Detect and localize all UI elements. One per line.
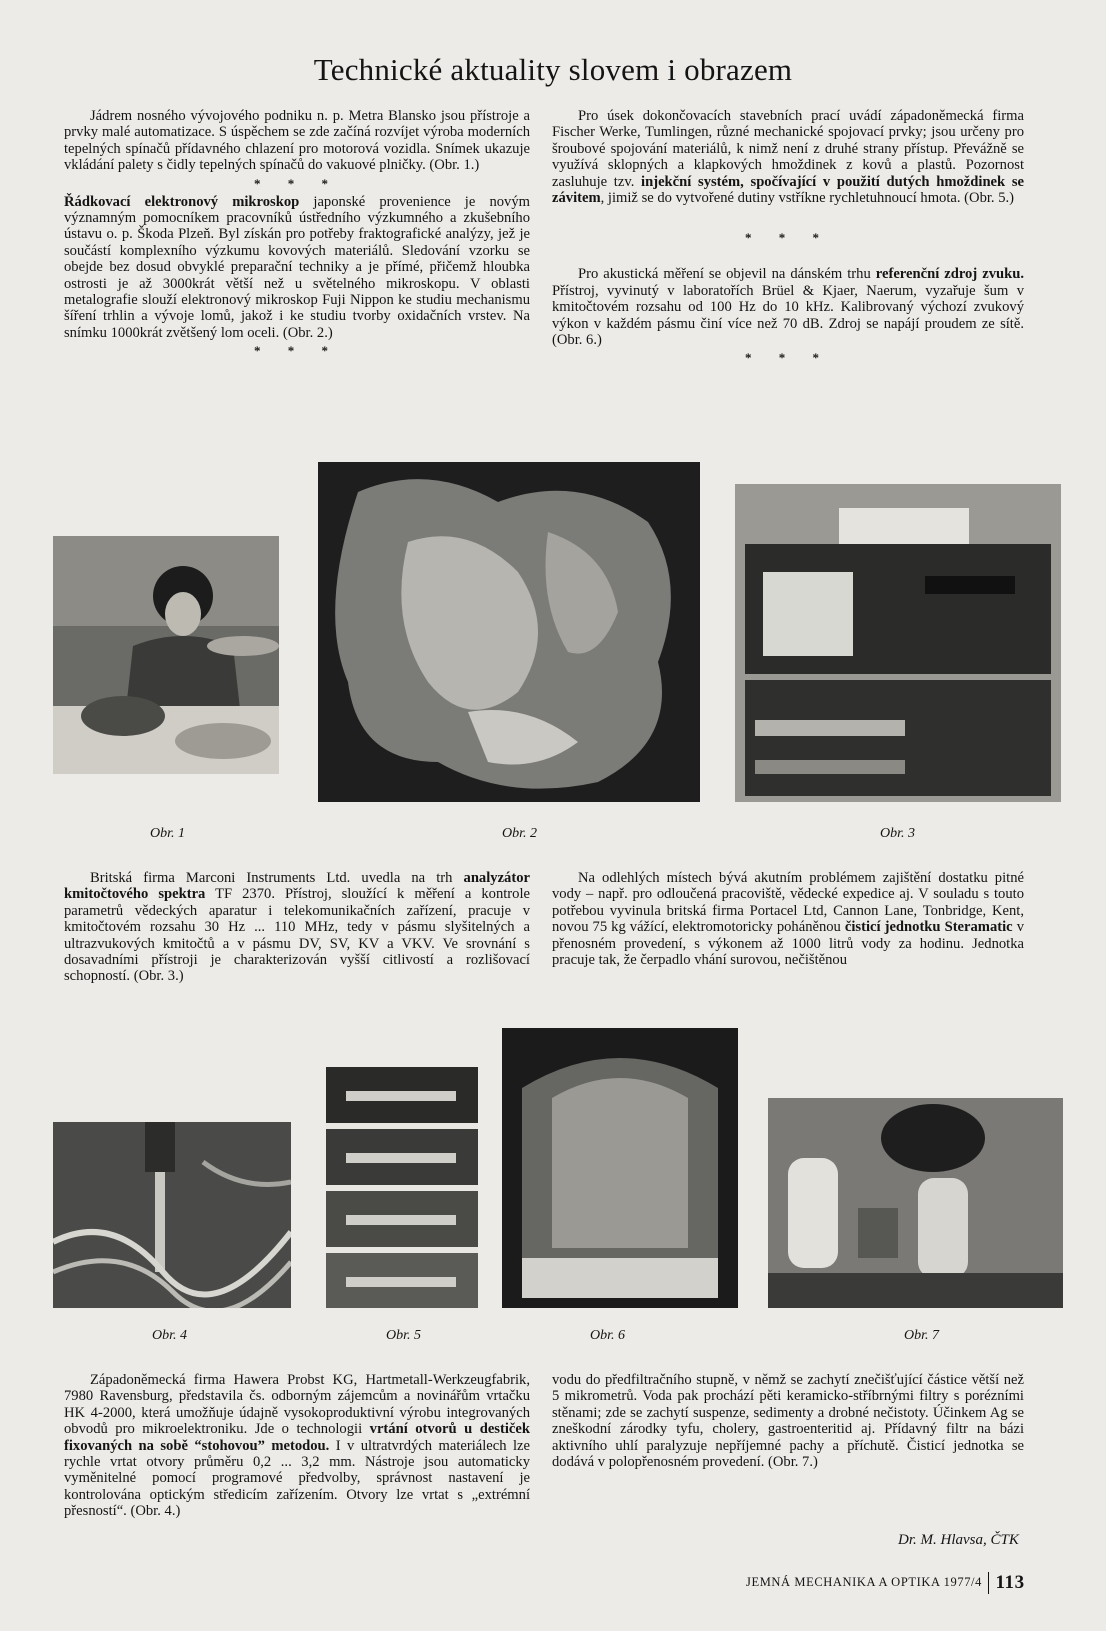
photo-obr6-sound-source: [502, 1028, 738, 1308]
photo-obr7-water-unit: [768, 1098, 1063, 1308]
highlight-stack-drilling: vrtání otvorů u destiček fixovaných na sobě “stohovou” metodou.: [64, 1421, 530, 1454]
highlight-microscope: Řádkovací elektronový mikroskop: [64, 193, 300, 210]
highlight-sound-source: referenční zdroj zvuku.: [875, 266, 1024, 283]
photo-obr5-anchors: [326, 1067, 478, 1308]
article-fischer: [552, 108, 1024, 368]
caption-obr3: Obr. 3: [880, 826, 916, 841]
paragraph-acoustic: Pro akustická měření se objevil na dánském trhu referenční zdroj zvuku. Přístroj, vyvinutý v laboratořích Brüel & Kjaer, Naerum, vyzařuje šum v kmitočtovém rozsahu od 100 Hz do 10 kHz. Kalibrovaný výchozí zvukový výkon v každém pásmu činí více než 70 dB. Zdroj se napájí proudem ze sítě. (Obr. 6.): [552, 266, 1024, 349]
page-footer: [746, 1572, 1025, 1594]
caption-obr6: Obr. 6: [590, 1328, 626, 1343]
article-metra: [64, 108, 530, 361]
paragraph-fischer: Pro úsek dokončovacích stavebních prací uvádí západoněmecká firma Fischer Werke, Tumlingen, různé mechanické spojovací prvky; jsou určeny pro šroubové spojování materiálů, k nimž není z druhé strany přístup. Převážně se využívá sklopných a klapkových hmoždinek z kovů a plastů. Pozornost zasluhuje tzv. injekční systém, spočívající v použití dutých hmoždinek se závitem, jimiž se do vytvořené dutiny vstříkne rychletuhnoucí hmota. (Obr. 5.): [552, 108, 1025, 207]
caption-obr4: Obr. 4: [152, 1328, 188, 1343]
caption-obr5: Obr. 5: [386, 1328, 422, 1343]
caption-obr7: Obr. 7: [904, 1328, 940, 1343]
page-title: Technické aktuality slovem i obrazem: [313, 52, 793, 87]
paragraph-portacel-continued: vodu do předfiltračního stupně, v němž se zachytí znečišťující částice větší než 5 mikrometrů. Voda pak prochází pěti keramicko-stříbrnými filtry s porézními stěnami; zde se zachytí suspenze, sedimenty a drobné nečistoty. Účinkem Ag se zneškodní zárodky tyfu, cholery, gastroenteritid aj. Přídavný filtr na bázi aktivního uhlí paralyzuje nepříjemné pachy a příchutě. Čisticí jednotka se dodává v polopřenosném provedení. (Obr. 7.): [552, 1372, 1024, 1471]
paragraph-microscope: Řádkovací elektronový mikroskop japonské provenience je novým významným pomocníkem pracovníků ústředního výzkumného a zkušebního ústavu o. p. Škoda Plzeň. Byl získán pro potřeby fraktografické analýzy, jež je součástí komplexního výzkumu kovových materiálů. Sledování vzorku se obejde bez dosud obvyklé preparační techniky a je přímé, přičemž hloubka ostrosti je až 3000krát větší než u světelného mikroskopu. V oblasti metalografie slouží elektronový mikroskop Fuji Nippon ke studiu mechanismu šíření trhlin a vývoje lomů, jakož i ke studiu tvorby oxidačních vrstev. Na snímku 1000krát zvětšený lom oceli. (Obr. 2.): [64, 193, 530, 341]
highlight-injection: injekční systém, spočívající v použití dutých hmoždinek se závitem: [552, 173, 1025, 207]
article-portacel-continued: [552, 1372, 1024, 1470]
caption-obr2: Obr. 2: [502, 826, 538, 841]
article-hawera: [64, 1372, 530, 1520]
paragraph-hawera: Západoněmecká firma Hawera Probst KG, Hartmetall-Werkzeugfabrik, 7980 Ravensburg, představila čs. odborným zájemcům a novinářům vrtačku HK 4-2000, která umožňuje údajně vysokoproduktivní výrobu integrovaných obvodů pro mikroelektroniku. Jde o technologii vrtání otvorů u destiček fixovaných na sobě “stohovou” metodou. I v ultratvrdých materiálech lze rychle vrtat otvory průměru 0,2 ... 3,2 mm. Nástroje jsou automaticky vyměnitelné pomocí programové předvolby, správnost nastavení je kontrolována optickým středicím zařízením. Otvory lze vrtat s „extrémní přesností“. (Obr. 4.): [64, 1372, 530, 1520]
page-number: 113: [995, 1572, 1025, 1593]
article-marconi: [64, 870, 530, 985]
paragraph-portacel: Na odlehlých místech bývá akutním problémem zajištění dostatku pitné vody – např. pro odloučená pracoviště, vědecké expedice aj. V souladu s touto potřebou vyvinula britská firma Portacel Ltd, Cannon Lane, Tonbridge, Kent, novou 75 kg vážící, elektromotoricky poháněnou čisticí jednotku Steramatic v přenosném provedení, s výkonem až 1000 litrů vody za hodinu. Jednotka pracuje tak, že čerpadlo vhání surovou, nečištěnou: [552, 870, 1024, 969]
paragraph-marconi: Britská firma Marconi Instruments Ltd. uvedla na trh analyzátor kmitočtového spektra TF 2370. Přístroj, sloužící k měření a kontrole parametrů vědeckých aparatur i telekomunikačních zařízení, pracuje v kmitočtovém rozsahu 30 Hz ... 110 MHz, tedy v pásmu slyšitelných a ultrazvukových kmitočtů a v pásmu DV, SV, KV a VKV. Ve srovnání s dosavadními přístroji je charakterizován vyšší citlivostí a rozlišovací schopností. (Obr. 3.): [64, 870, 530, 985]
journal-name: JEMNÁ MECHANIKA A OPTIKA 1977/4: [746, 1574, 982, 1589]
footer-divider: [988, 1572, 990, 1594]
separator-stars: * * *: [254, 343, 340, 359]
photo-obr4-drill: [53, 1122, 291, 1308]
photo-obr2-fracture: [318, 462, 700, 802]
caption-obr1: Obr. 1: [150, 826, 186, 841]
paragraph-metra: Jádrem nosného vývojového podniku n. p. Metra Blansko jsou přístroje a prvky malé automatizace. S úspěchem se zde začíná rozvíjet výroba moderních tepelných spínačů přídavného chlazení pro motorová vozidla. Snímek ukazuje vkládání palety s čidly tepelných spínačů do vakuové plničky. (Obr. 1.): [64, 108, 530, 174]
separator-stars: * * *: [254, 175, 340, 191]
photo-obr3-analyzer: [735, 484, 1061, 802]
highlight-analyzer: analyzátor kmitočtového spektra: [64, 870, 530, 903]
photo-obr1-worker: [53, 536, 279, 774]
highlight-steramatic: čisticí jednotku Steramatic: [844, 919, 1013, 936]
author-signature: Dr. M. Hlavsa, ČTK: [898, 1532, 1019, 1548]
article-portacel: [552, 870, 1024, 968]
separator-stars: * * *: [745, 350, 831, 366]
separator-stars: * * *: [745, 230, 831, 246]
